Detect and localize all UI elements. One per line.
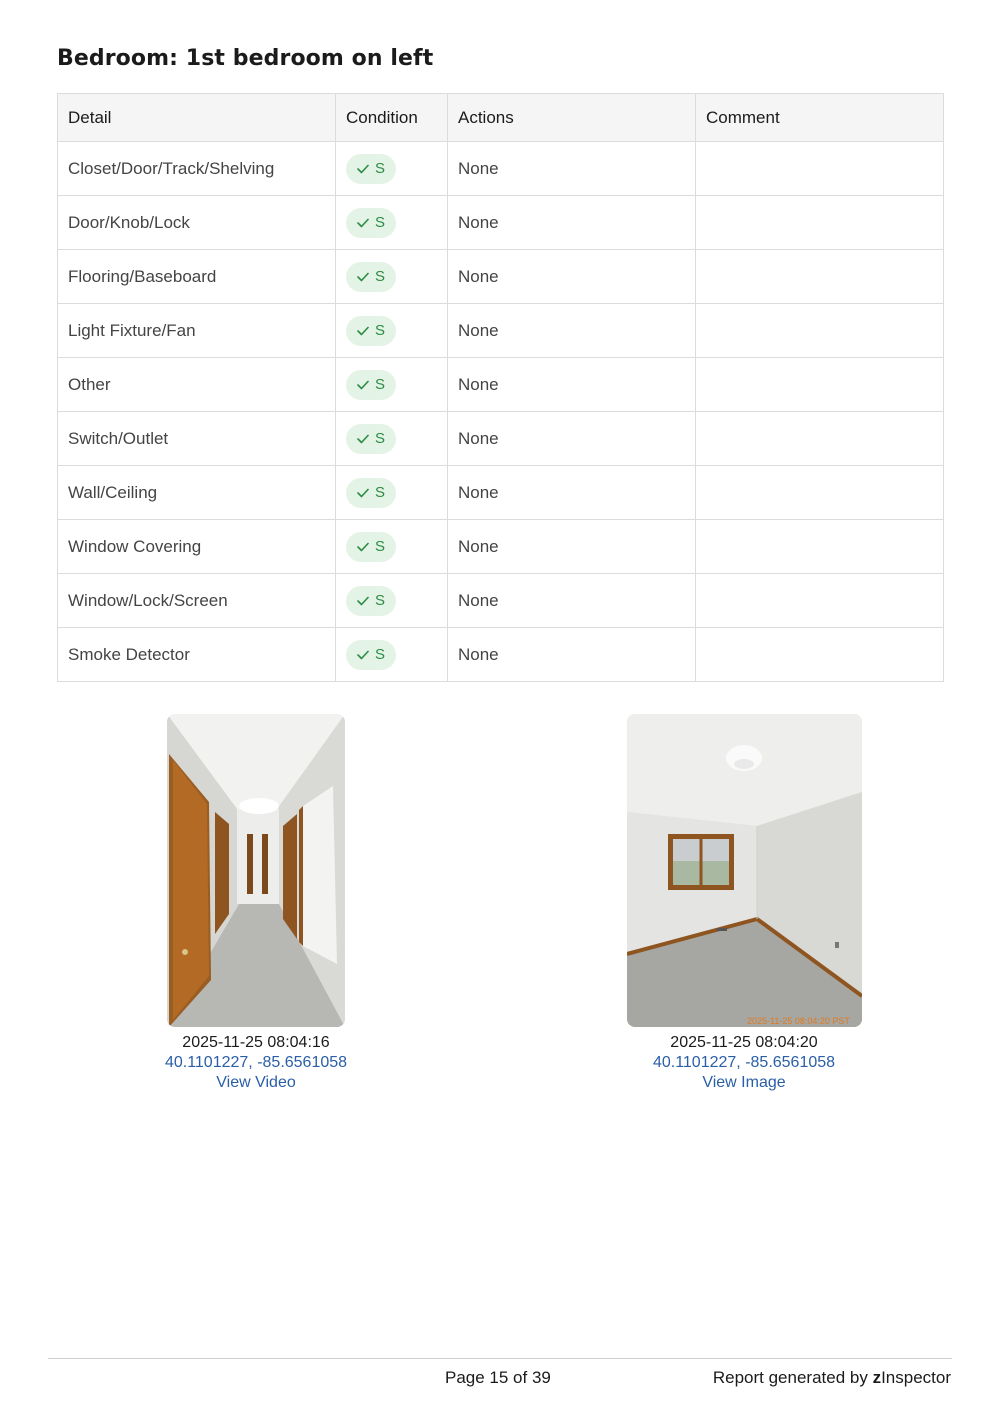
condition-label: S — [375, 268, 386, 285]
table-row — [58, 412, 944, 466]
hallway-photo[interactable] — [167, 714, 345, 1027]
section-title: Bedroom: 1st bedroom on left — [57, 46, 434, 71]
generated-prefix: Report generated by — [712, 1368, 873, 1387]
condition-label: S — [375, 646, 386, 663]
condition-cell — [336, 358, 448, 412]
media-timestamp: 2025-11-25 08:04:20 — [670, 1034, 818, 1051]
detail-cell: Window/Lock/Screen — [58, 574, 336, 628]
actions-cell: None — [448, 520, 696, 574]
checkmark-icon — [357, 650, 369, 660]
media-item-video — [151, 714, 361, 1093]
actions-cell: None — [448, 250, 696, 304]
view-image-link[interactable]: View Image — [702, 1074, 786, 1091]
condition-badge — [346, 370, 396, 400]
detail-cell: Flooring/Baseboard — [58, 250, 336, 304]
detail-cell: Door/Knob/Lock — [58, 196, 336, 250]
detail-cell: Light Fixture/Fan — [58, 304, 336, 358]
table-header-row — [58, 94, 944, 142]
condition-badge — [346, 478, 396, 508]
header-condition: Condition — [336, 94, 448, 142]
condition-badge — [346, 262, 396, 292]
condition-label: S — [375, 214, 386, 231]
comment-cell — [696, 628, 944, 682]
condition-label: S — [375, 592, 386, 609]
condition-cell — [336, 466, 448, 520]
actions-cell: None — [448, 628, 696, 682]
actions-cell: None — [448, 358, 696, 412]
condition-cell — [336, 574, 448, 628]
table-row — [58, 520, 944, 574]
table-row — [58, 304, 944, 358]
table-row — [58, 628, 944, 682]
page-number: Page 15 of 39 — [445, 1368, 551, 1387]
detail-cell: Closet/Door/Track/Shelving — [58, 142, 336, 196]
table-row — [58, 574, 944, 628]
checkmark-icon — [357, 218, 369, 228]
brand-logo-bold: z — [872, 1368, 882, 1387]
report-generated-by — [713, 1368, 951, 1388]
condition-cell — [336, 412, 448, 466]
header-comment: Comment — [696, 94, 944, 142]
condition-label: S — [375, 484, 386, 501]
detail-cell: Switch/Outlet — [58, 412, 336, 466]
actions-cell: None — [448, 196, 696, 250]
condition-label: S — [375, 538, 386, 555]
actions-cell: None — [448, 466, 696, 520]
checkmark-icon — [357, 164, 369, 174]
comment-cell — [696, 466, 944, 520]
condition-label: S — [375, 376, 386, 393]
checkmark-icon — [357, 542, 369, 552]
condition-cell — [336, 196, 448, 250]
condition-badge — [346, 208, 396, 238]
comment-cell — [696, 574, 944, 628]
condition-badge — [346, 154, 396, 184]
table-row — [58, 358, 944, 412]
condition-label: S — [375, 160, 386, 177]
footer-divider — [48, 1358, 952, 1359]
condition-badge — [346, 532, 396, 562]
media-timestamp: 2025-11-25 08:04:16 — [182, 1034, 330, 1051]
actions-cell: None — [448, 142, 696, 196]
table-body — [58, 142, 944, 682]
condition-badge — [346, 316, 396, 346]
view-video-link[interactable]: View Video — [216, 1074, 296, 1091]
condition-cell — [336, 250, 448, 304]
detail-cell: Smoke Detector — [58, 628, 336, 682]
condition-badge — [346, 586, 396, 616]
gps-coordinates-link[interactable]: 40.1101227, -85.6561058 — [164, 1054, 348, 1071]
checkmark-icon — [357, 434, 369, 444]
gps-coordinates-link[interactable]: 40.1101227, -85.6561058 — [652, 1054, 836, 1071]
brand-logo-rest: Inspector — [881, 1368, 951, 1387]
table-row — [58, 142, 944, 196]
actions-cell: None — [448, 304, 696, 358]
checkmark-icon — [357, 272, 369, 282]
detail-cell: Window Covering — [58, 520, 336, 574]
comment-cell — [696, 142, 944, 196]
comment-cell — [696, 250, 944, 304]
condition-label: S — [375, 430, 386, 447]
checkmark-icon — [357, 326, 369, 336]
actions-cell: None — [448, 412, 696, 466]
table-row — [58, 466, 944, 520]
comment-cell — [696, 520, 944, 574]
checkmark-icon — [357, 596, 369, 606]
actions-cell: None — [448, 574, 696, 628]
inspection-table — [57, 93, 944, 682]
condition-cell — [336, 520, 448, 574]
detail-cell: Other — [58, 358, 336, 412]
checkmark-icon — [357, 380, 369, 390]
condition-label: S — [375, 322, 386, 339]
comment-cell — [696, 304, 944, 358]
header-actions: Actions — [448, 94, 696, 142]
table-row — [58, 196, 944, 250]
checkmark-icon — [357, 488, 369, 498]
condition-cell — [336, 142, 448, 196]
photo-timestamp-stamp: 2025-11-25 08:04:20 PST — [747, 1016, 850, 1026]
comment-cell — [696, 358, 944, 412]
condition-cell — [336, 628, 448, 682]
bedroom-photo[interactable] — [627, 714, 862, 1027]
comment-cell — [696, 196, 944, 250]
condition-badge — [346, 424, 396, 454]
header-detail: Detail — [58, 94, 336, 142]
table-row — [58, 250, 944, 304]
detail-cell: Wall/Ceiling — [58, 466, 336, 520]
condition-cell — [336, 304, 448, 358]
condition-badge — [346, 640, 396, 670]
comment-cell — [696, 412, 944, 466]
media-item-image — [619, 714, 869, 1093]
